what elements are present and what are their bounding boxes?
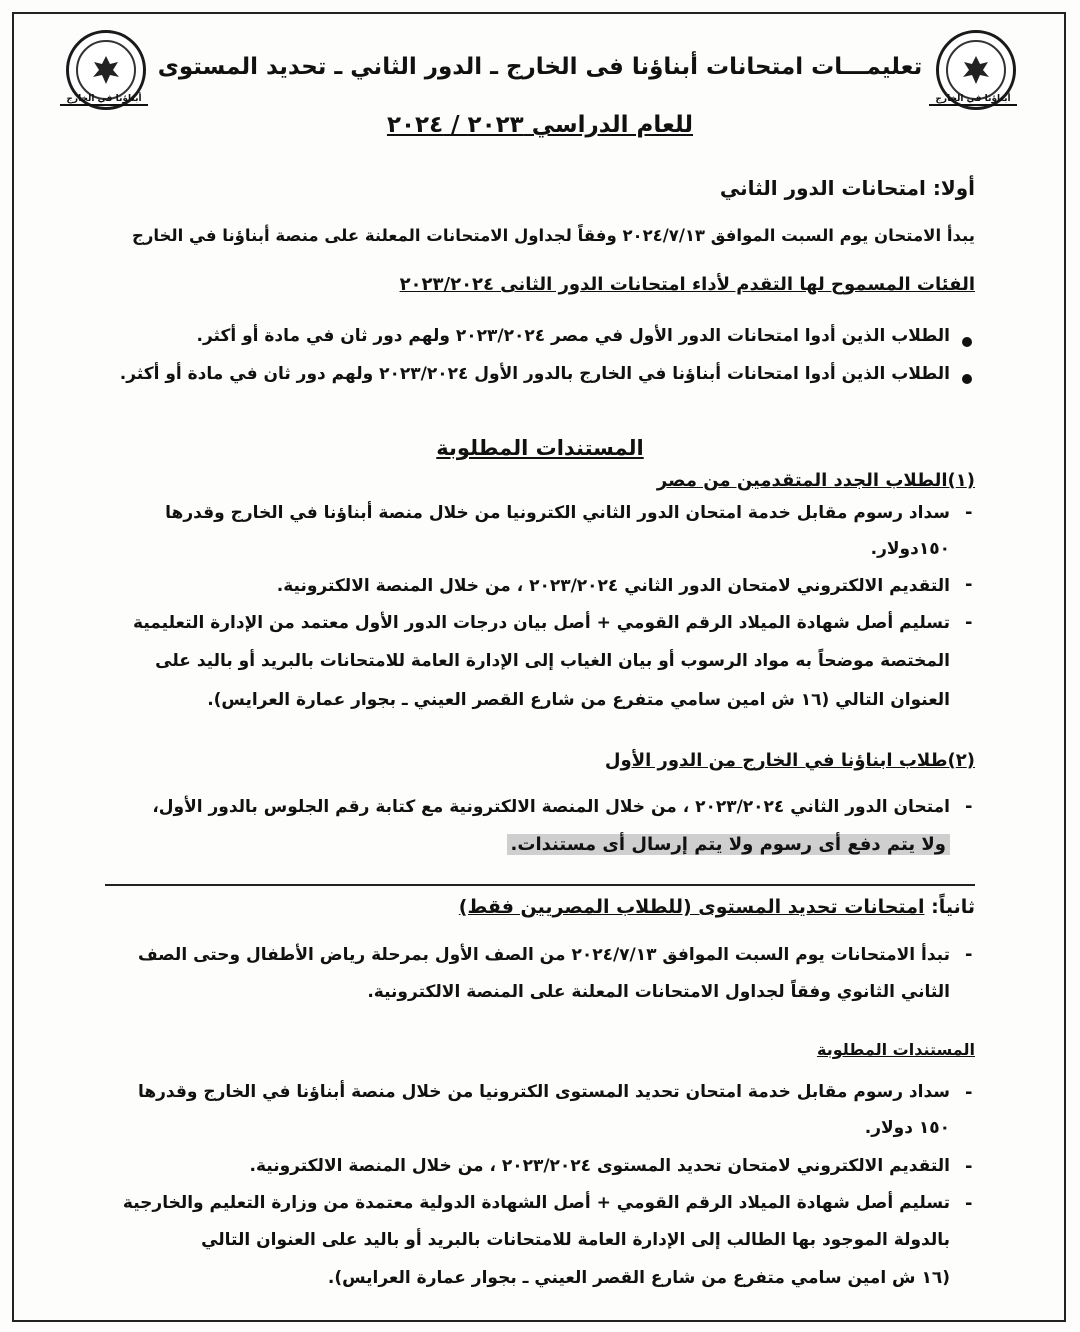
eligible-heading: الفئات المسموح لها التقدم لأداء امتحانات الدور الثانى ٢٠٢٣/٢٠٢٤ <box>399 274 975 295</box>
dash-icon: - <box>965 574 973 595</box>
group1-heading: (١)الطلاب الجدد المتقدمين من مصر <box>656 470 975 491</box>
section2-doc-line: التقديم الالكتروني لامتحان تحديد المستوى ٢٠٢٣/٢٠٢٤ ، من خلال المنصة الالكترونية. <box>249 1156 950 1176</box>
group2-heading: (٢)طلاب ابناؤنا في الخارج من الدور الأول <box>604 750 975 771</box>
section2-prefix: ثانياً: <box>931 896 975 918</box>
docs-heading: المستندات المطلوبة <box>436 436 644 460</box>
dash-icon: - <box>965 612 973 633</box>
logo-caption-right: أبناؤنا في الخارج <box>929 94 1017 106</box>
academic-year-subtitle: للعام الدراسي ٢٠٢٣ / ٢٠٢٤ <box>386 112 694 138</box>
group1-line: سداد رسوم مقابل خدمة امتحان الدور الثاني الكترونيا من خلال منصة أبناؤنا في الخارج وقدرها <box>165 503 950 523</box>
group2-line: امتحان الدور الثاني ٢٠٢٣/٢٠٢٤ ، من خلال المنصة الالكترونية مع كتابة رقم الجلوس بالدور الأول، <box>152 797 950 817</box>
dash-icon: - <box>965 1193 973 1214</box>
section1-heading: أولا: امتحانات الدور الثاني <box>719 176 975 200</box>
group1-line: المختصة موضحاً به مواد الرسوب أو بيان الغياب إلى الإدارة العامة للامتحانات بالبريد أو باليد على <box>155 651 950 671</box>
section2-doc-line: تسليم أصل شهادة الميلاد الرقم القومي + أصل الشهادة الدولية معتمدة من وزارة التعليم والخارجية <box>122 1193 950 1213</box>
no-fees-note: ولا يتم دفع أى رسوم ولا يتم إرسال أى مستندات. <box>507 834 950 855</box>
section2-doc-line: بالدولة الموجود بها الطالب إلى الإدارة العامة للامتحانات بالبريد أو باليد على العنوان التالي <box>201 1230 950 1250</box>
section2-intro-line: الثاني الثانوي وفقاً لجداول الامتحانات المعلنة على المنصة الالكترونية. <box>367 982 950 1002</box>
section2-doc-line: سداد رسوم مقابل خدمة امتحان تحديد المستوى الكترونيا من خلال منصة أبناؤنا في الخارج وقدرها <box>137 1082 950 1102</box>
group1-line: تسليم أصل شهادة الميلاد الرقم القومي + أصل بيان درجات الدور الأول معتمد من الإدارة التعليمية <box>133 613 950 633</box>
eligible-item: الطلاب الذين أدوا امتحانات الدور الأول في مصر ٢٠٢٣/٢٠٢٤ ولهم دور ثان في مادة أو أكثر. <box>196 326 950 346</box>
eagle-emblem-icon <box>946 40 1006 100</box>
dash-icon: - <box>965 502 973 523</box>
section-divider <box>105 884 975 886</box>
logo-caption-left: أبناؤنا في الخارج <box>60 94 148 106</box>
section2-doc-line: (١٦ ش امين سامي متفرع من شارع القصر العيني ـ بجوار عمارة العرايس). <box>327 1268 950 1288</box>
dash-icon: - <box>965 1082 973 1103</box>
section2-intro-line: تبدأ الامتحانات يوم السبت الموافق ٢٠٢٤/٧/١٣ من الصف الأول بمرحلة رياض الأطفال وحتى الصف <box>137 945 950 965</box>
group1-line: ١٥٠دولار. <box>870 539 950 559</box>
dash-icon: - <box>965 1156 973 1177</box>
section1-intro: يبدأ الامتحان يوم السبت الموافق ٢٠٢٤/٧/١٣ وفقاً لجداول الامتحانات المعلنة على منصة أبناؤنا في الخارج <box>131 226 975 245</box>
bullet-icon <box>962 337 972 347</box>
group1-line: التقديم الالكتروني لامتحان الدور الثاني ٢٠٢٣/٢٠٢٤ ، من خلال المنصة الالكترونية. <box>276 576 950 596</box>
group1-line: العنوان التالي (١٦ ش امين سامي متفرع من شارع القصر العيني ـ بجوار عمارة العرايس). <box>207 690 950 710</box>
bullet-icon <box>962 374 972 384</box>
eagle-emblem-icon <box>76 40 136 100</box>
section2-docs-heading: المستندات المطلوبة <box>816 1040 975 1059</box>
section2-doc-line: ١٥٠ دولار. <box>864 1118 950 1138</box>
page-title: تعليمـــات امتحانات أبناؤنا فى الخارج ـ الدور الثاني ـ تحديد المستوى <box>157 54 923 80</box>
section2-heading <box>459 896 975 918</box>
dash-icon: - <box>965 944 973 965</box>
dash-icon: - <box>965 796 973 817</box>
eligible-item: الطلاب الذين أدوا امتحانات أبناؤنا في الخارج بالدور الأول ٢٠٢٣/٢٠٢٤ ولهم دور ثان في مادة أو أكثر. <box>119 364 950 384</box>
section2-title: امتحانات تحديد المستوى (للطلاب المصريين فقط) <box>458 896 925 918</box>
